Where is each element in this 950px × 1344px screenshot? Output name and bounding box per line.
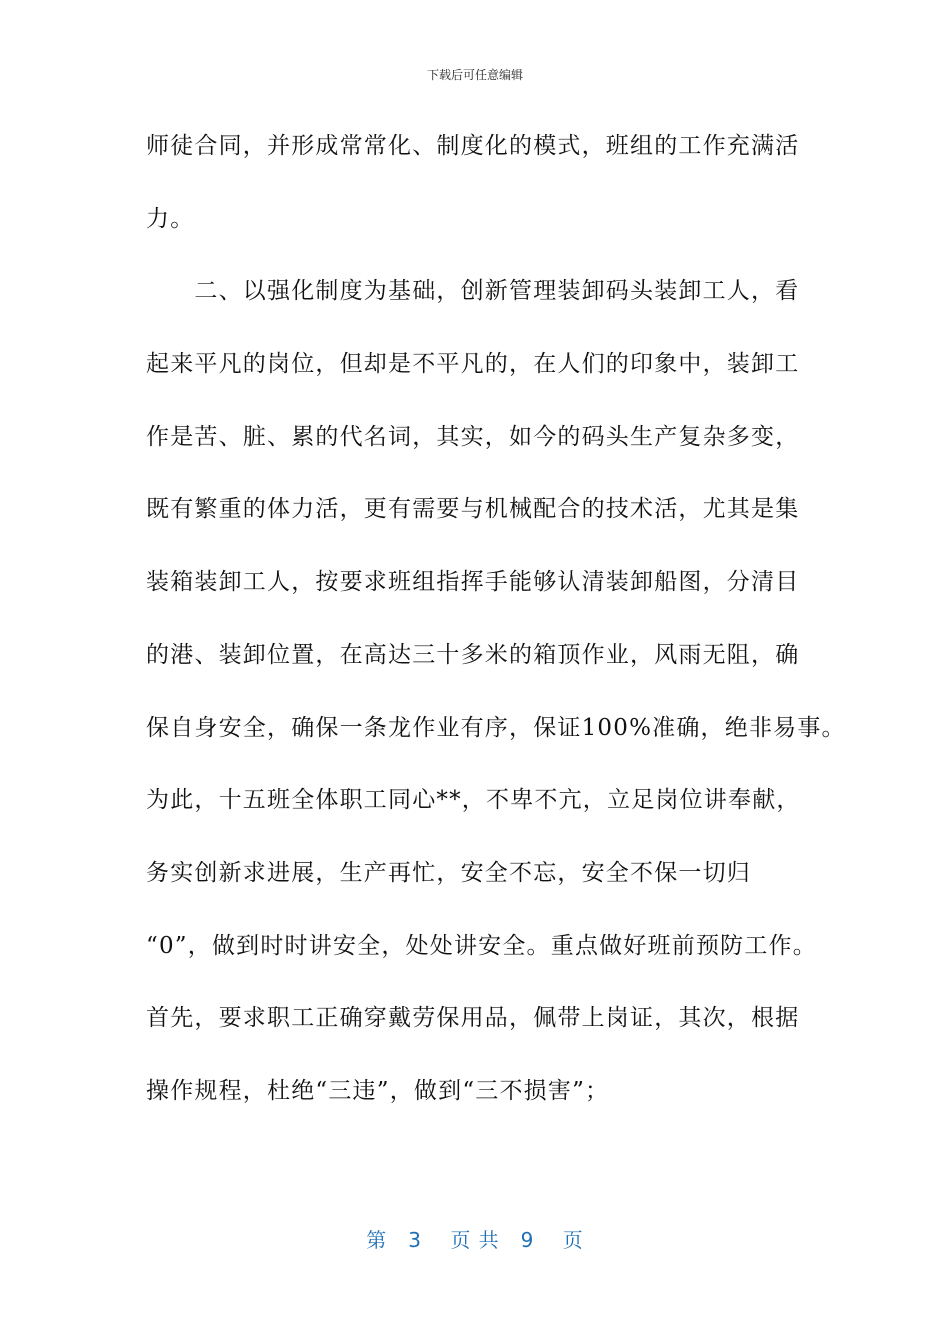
page-number-footer: 第 3 页 共 9 页	[366, 1228, 584, 1252]
page-header-note: 下载后可任意编辑	[426, 68, 523, 82]
body-line-7: 装箱装卸工人，按要求班组指挥手能够认清装卸船图，分清目	[146, 569, 800, 596]
body-line-4: 起来平凡的岗位，但却是不平凡的，在人们的印象中，装卸工	[146, 351, 800, 378]
document-body	[146, 120, 866, 1138]
body-line-9: 保自身安全，确保一条龙作业有序，保证100%准确，绝非易事。	[146, 714, 846, 741]
body-line-13: 首先，要求职工正确穿戴劳保用品，佩带上岗证，其次，根据	[146, 1005, 800, 1032]
body-line-12: “0”，做到时时讲安全，处处讲安全。重点做好班前预防工作。	[146, 932, 817, 959]
body-line-10: 为此，十五班全体职工同心**，不卑不亢，立足岗位讲奉献，	[146, 787, 801, 814]
body-line-3: 二、以强化制度为基础，创新管理装卸码头装卸工人，看	[146, 278, 800, 305]
body-line-6: 既有繁重的体力活，更有需要与机械配合的技术活，尤其是集	[146, 496, 800, 523]
body-line-1: 师徒合同，并形成常常化、制度化的模式，班组的工作充满活	[146, 133, 800, 159]
body-line-14: 操作规程，杜绝“三违”，做到“三不损害”；	[146, 1077, 610, 1104]
body-line-5: 作是苦、脏、累的代名词，其实，如今的码头生产复杂多变，	[146, 423, 800, 450]
body-line-11: 务实创新求进展，生产再忙，安全不忘，安全不保一切归	[146, 859, 751, 886]
body-line-8: 的港、装卸位置，在高达三十多米的箱顶作业，风雨无阻，确	[146, 641, 800, 668]
body-line-2: 力。	[146, 205, 195, 232]
